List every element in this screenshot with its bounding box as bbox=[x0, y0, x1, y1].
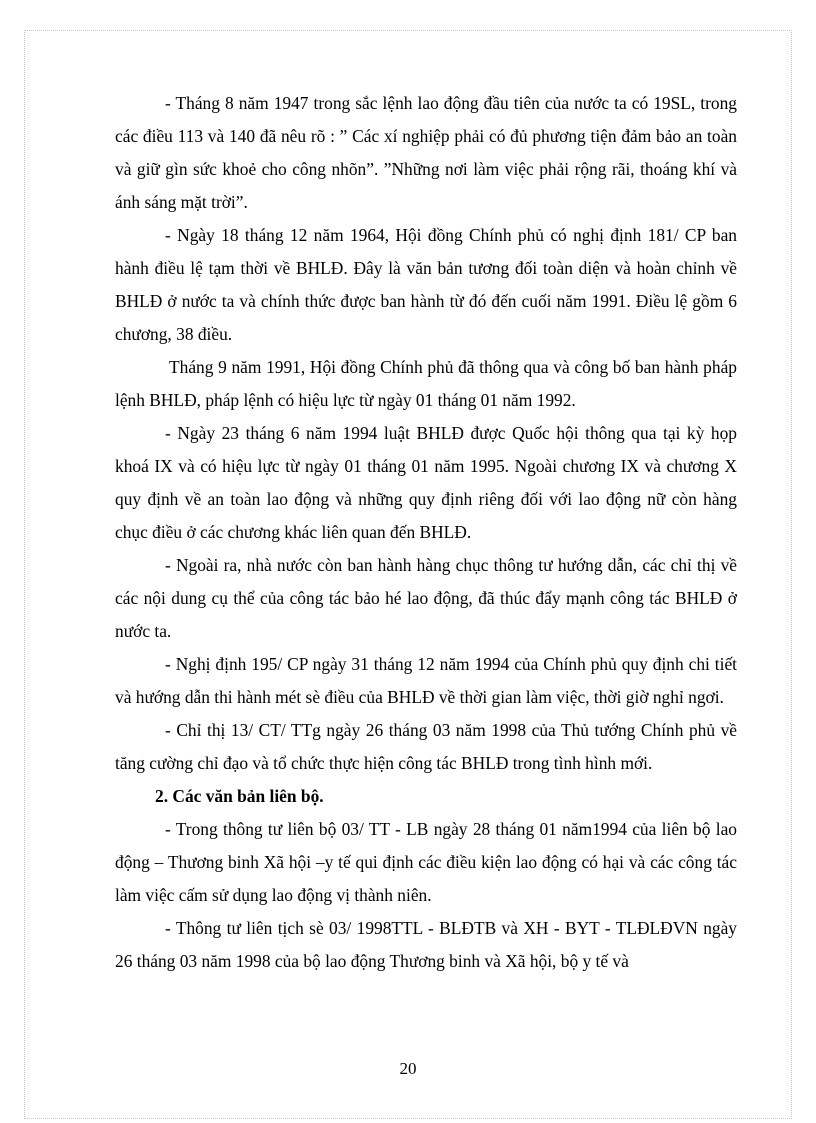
paragraph-circulars: - Ngoài ra, nhà nước còn ban hành hàng chục thông tư hướng dẫn, các chỉ thị về các nội dung cụ thể của công tác bảo hé lao động, đã thúc đẩy mạnh công tác BHLĐ ở nước ta. bbox=[115, 555, 737, 641]
paragraph-decree-195: - Nghị định 195/ CP ngày 31 tháng 12 năm 1994 của Chính phủ quy định chi tiết và hướng dẫn thi hành mét sè điều của BHLĐ về thời gian làm việc, thời giờ nghỉ ngơi. bbox=[115, 654, 737, 707]
paragraph-1964-decree: - Ngày 18 tháng 12 năm 1964, Hội đồng Chính phủ có nghị định 181/ CP ban hành điều lệ tạm thời về BHLĐ. Đây là văn bản tương đối toàn diện và hoàn chỉnh về BHLĐ ở nước ta và chính thức được ban hành từ đó đến cuối năm 1991. Điều lệ gồm 6 chương, 38 điều. bbox=[115, 225, 737, 344]
paragraph-directive-13: - Chỉ thị 13/ CT/ TTg ngày 26 tháng 03 năm 1998 của Thủ tướng Chính phủ về tăng cường chỉ đạo và tổ chức thực hiện công tác BHLĐ trong tình hình mới. bbox=[115, 720, 737, 773]
page-number: 20 bbox=[399, 1059, 417, 1078]
paragraph-joint-circular-1998: - Thông tư liên tịch sè 03/ 1998TTL - BLĐTB và XH - BYT - TLĐLĐVN ngày 26 tháng 03 năm 1998 của bộ lao động Thương binh và Xã hội, bộ y tế và bbox=[115, 918, 737, 971]
document-body bbox=[115, 87, 737, 978]
paragraph-1947-decree: - Tháng 8 năm 1947 trong sắc lệnh lao động đầu tiên của nước ta có 19SL, trong các điều 113 và 140 đã nêu rõ : ” Các xí nghiệp phải có đủ phương tiện đảm bảo an toàn và giữ gìn sức khoẻ cho công nhõn”. ”Những nơi làm việc phải rộng rãi, thoáng khí và ánh sáng mặt trời”. bbox=[115, 93, 737, 212]
paragraph-1991-ordinance: Tháng 9 năm 1991, Hội đồng Chính phủ đã thông qua và công bố ban hành pháp lệnh BHLĐ, pháp lệnh có hiệu lực từ ngày 01 tháng 01 năm 1992. bbox=[115, 357, 737, 410]
paragraph-1994-law: - Ngày 23 tháng 6 năm 1994 luật BHLĐ được Quốc hội thông qua tại kỳ họp khoá IX và có hiệu lực từ ngày 01 tháng 01 năm 1995. Ngoài chương IX và chương X quy định về an toàn lao động và những quy định riêng đối với lao động nữ còn hàng chục điều ở các chương khác liên quan đến BHLĐ. bbox=[115, 423, 737, 542]
section-heading: 2. Các văn bản liên bộ. bbox=[155, 786, 324, 806]
paragraph-joint-circular-03: - Trong thông tư liên bộ 03/ TT - LB ngày 28 tháng 01 năm1994 của liên bộ lao động – Thương binh Xã hội –y tế qui định các điều kiện lao động có hại và các công tác làm việc cấm sử dụng lao động vị thành niên. bbox=[115, 819, 737, 905]
